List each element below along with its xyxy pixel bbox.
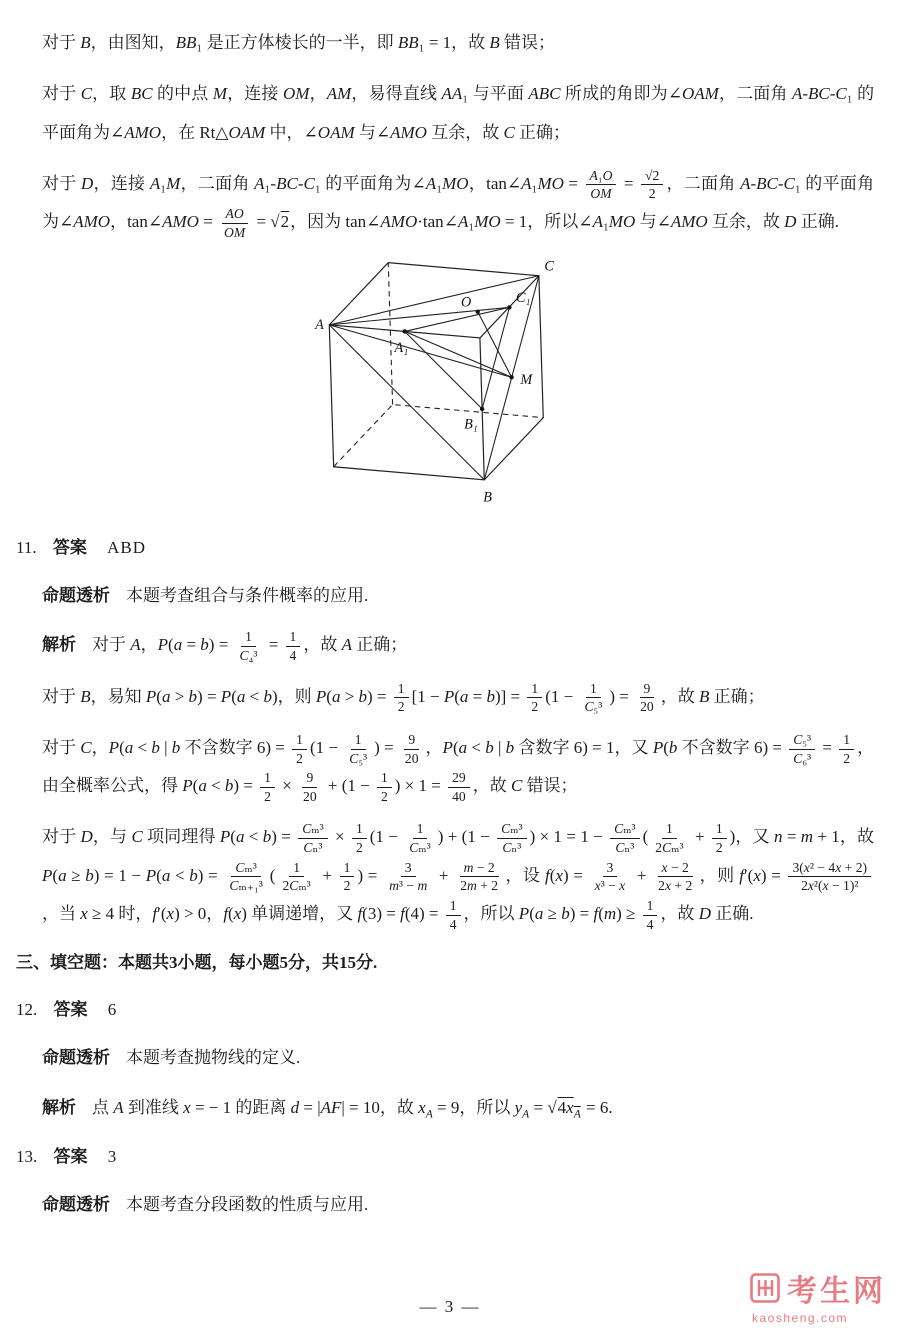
analysis-text: 本题考查组合与条件概率的应用. xyxy=(126,585,369,605)
question-number: 12. xyxy=(16,1000,38,1020)
solution-paragraph-option-b: 对于 B，由图知，BB₁ 是正方体棱长的一半，即 BB₁ = 1，故 B 错误； xyxy=(42,33,556,52)
cube-diagram xyxy=(314,255,576,510)
fill-in-section-header: 三、填空题：本题共3小题，每小题5分，共15分. xyxy=(16,953,378,973)
solution-line-c: 对于 C，P(a < b | b 不含数字 6) = $\frac{1}{2}$ (1 − $\frac{1}{\text{C₅³}}$ ) = $\frac{9}{20}$ ，P(a < b | b 含数字 6) = 1，又 P(b 不含数字 6) = $\frac{\text{C₅³}}{\text{C₆³}}$ = $\frac{1}{2}$ ，由全概率公式，得 P(a < b) = $\frac{1}{2}$ × $\frac{9}{20}$ + (1 − $\frac{1}{2}$ ) × 1 = $\frac{29}{40}$ ，故 C 错误； xyxy=(42,731,875,804)
watermark-domain: kaosheng.com xyxy=(752,1311,849,1325)
answer-value: 6 xyxy=(107,1000,118,1020)
answer-item-13 xyxy=(16,1140,874,1223)
analysis-label: 命题透析 xyxy=(42,1195,110,1215)
vertex-dots xyxy=(402,305,513,411)
solution-line-b: 对于 B，易知 P(a > b) = P(a < b)，则 P(a > b) = $\frac{1}{2}$ [1 − P(a = b)] = $\frac{1}{2}$ (1 − $\frac{1}{\text{C₅³}}$ ) = $\frac{9}{20}$ ，故 B 正确； xyxy=(42,680,765,715)
label-B: B xyxy=(483,489,492,506)
answer-label: 答案 xyxy=(52,537,87,557)
solution-text: 对于 A，P(a = b) = $\frac{1}{\text{C₄³}}$ = $\frac{1}{4}$ ，故 A 正确； xyxy=(92,629,408,663)
question-number: 13. xyxy=(16,1147,38,1167)
answer-row xyxy=(16,531,874,566)
answer-value: 3 xyxy=(107,1147,118,1167)
solution-paragraph-option-c: 对于 C，取 BC 的中点 M，连接 OM，AM，易得直线 AA₁ 与平面 ABC 所成的角即为∠OAM，二面角 A-BC-C₁ 的平面角为∠AMO，在 Rt△OAM 中，∠OAM 与∠AMO 互余，故 C 正确； xyxy=(42,84,875,142)
solution-line-a xyxy=(42,626,874,664)
answer-row xyxy=(16,1140,874,1175)
site-watermark xyxy=(750,1266,886,1325)
solution-label: 解析 xyxy=(42,635,76,655)
watermark-row xyxy=(750,1266,886,1310)
answer-value: ABD xyxy=(107,537,147,557)
page-number: — 3 — xyxy=(419,1297,481,1316)
analysis-text: 本题考查分段函数的性质与应用. xyxy=(126,1195,369,1215)
kaosheng-logo-icon xyxy=(750,1273,780,1303)
cube-visible-edges xyxy=(329,263,543,480)
analysis-row xyxy=(42,1188,874,1223)
analysis-text: 本题考查抛物线的定义. xyxy=(126,1048,301,1068)
analysis-row xyxy=(42,579,874,614)
label-O: O xyxy=(460,294,472,311)
analysis-row xyxy=(42,1041,874,1076)
solution-paragraph-option-d: 对于 D，连接 A₁M，二面角 A₁-BC-C₁ 的平面角为∠A₁MO，tan∠A₁MO = $\frac{\text{A₁O}}{OM}$ = $\frac{√2}{2}$ ，二面角 A-BC-C₁ 的平面角为∠AMO，tan∠AMO = $\frac{AO}{OM}$ = √2，因为 tan∠AMO·tan∠A₁MO = 1，所以∠A₁MO 与∠AMO 互余，故 D 正确. xyxy=(42,167,875,240)
solution-line xyxy=(42,1089,874,1127)
label-B1: B₁ xyxy=(464,416,478,433)
answer-label: 答案 xyxy=(53,1147,88,1167)
label-C: C xyxy=(544,258,554,275)
analysis-label: 命题透析 xyxy=(42,585,110,605)
answer-label: 答案 xyxy=(53,1000,88,1020)
watermark-brand: 考生网 xyxy=(787,1275,886,1308)
cube-diagram-svg xyxy=(314,255,576,510)
solution-label: 解析 xyxy=(42,1097,76,1117)
label-C1: C₁ xyxy=(515,290,531,307)
label-M: M xyxy=(520,372,533,389)
answer-item-11 xyxy=(16,531,874,934)
label-A: A xyxy=(315,317,324,334)
label-A1: A₁ xyxy=(394,340,409,357)
solution-line-d: 对于 D，与 C 项同理得 P(a < b) = $\frac{\text{Cₘ³}}{\text{Cₙ³}}$ × $\frac{1}{2}$ (1 − $\frac{1}{\text{Cₘ³}}$ ) + (1 − $\frac{\text{Cₘ³}}{\text{Cₙ³}}$ ) × 1 = 1 − $\frac{\text{Cₘ³}}{\text{Cₙ³}}$ ( $\frac{1}{\text{2Cₘ³}}$ + $\frac{1}{2}$ )，又 n = m + 1，故 P(a ≥ b) = 1 − P(a < b) = $\frac{\text{Cₘ³}}{\text{Cₘ₊₁³}}$ ( $\frac{1}{\text{2Cₘ³}}$ + $\frac{1}{2}$ ) = $\frac{3}{\text{m³ − m}}$ + $\frac{m - 2}{2m + 2}$ ，设 f(x) = $\frac{3}{\text{x³ − x}}$ + $\frac{x - 2}{2x + 2}$ ，则 f′(x) = $\frac{\text{3(x² − 4x + 2)}}{\text{2x²(x − 1)²}}$ ，当 x ≥ 4 时，f′(x) > 0，f(x) 单调递增，又 f(3) = f(4) = $\frac{1}{4}$ ，所以 P(a ≥ b) = f(m) ≥ $\frac{1}{4}$ ，故 D 正确. xyxy=(42,821,875,932)
document-content xyxy=(16,24,874,1223)
question-number: 11. xyxy=(16,537,37,557)
construction-lines xyxy=(329,276,539,480)
answer-item-12 xyxy=(16,993,874,1127)
solution-text: 点 A 到准线 x = − 1 的距离 d = |AF| = 10，故 $x_A = 9$，所以 $y_A = √4x_A = 6$. xyxy=(92,1097,613,1121)
answer-row xyxy=(16,993,874,1028)
analysis-label: 命题透析 xyxy=(42,1048,110,1068)
